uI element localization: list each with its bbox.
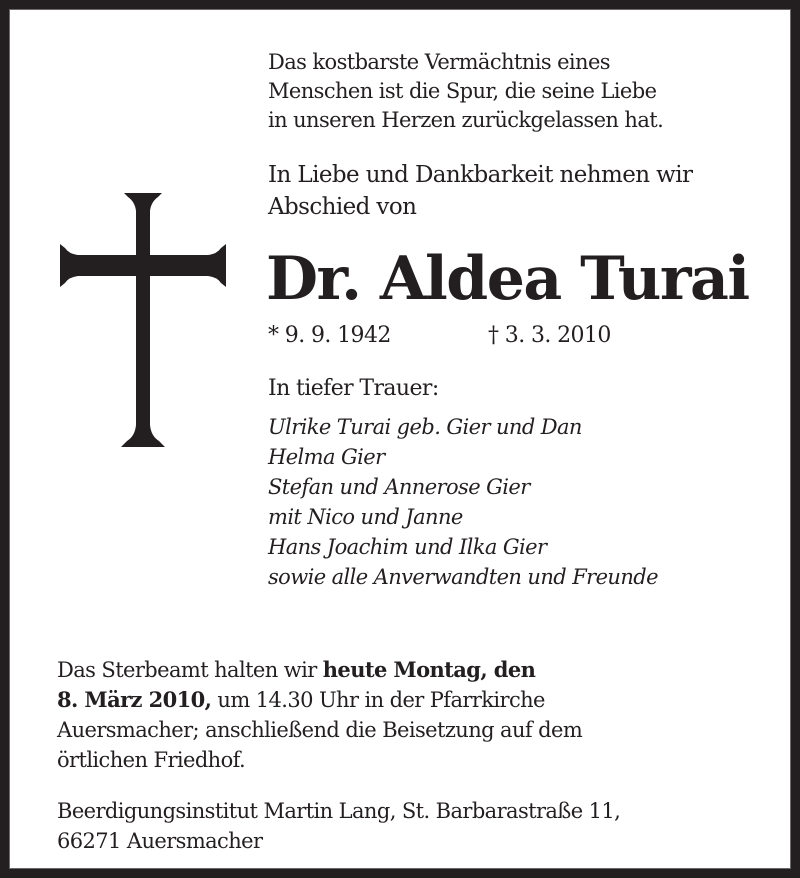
obituary-notice: [9, 9, 791, 869]
service-date-emphasis: heute Montag, den: [322, 657, 536, 682]
address-line: Beerdigungsinstitut Martin Lang, St. Barbarastraße 11,: [57, 799, 621, 823]
mourner-entry: Stefan und Annerose Gier: [268, 475, 530, 499]
farewell-line: Abschied von: [268, 194, 417, 220]
quote-line: in unseren Herzen zurückgelassen hat.: [268, 108, 664, 132]
mourners-list: [268, 412, 658, 592]
death-date: † 3. 3. 2010: [488, 323, 611, 348]
service-line: [57, 655, 582, 685]
deceased-name: Dr. Aldea Turai: [266, 244, 749, 314]
mourner-entry: sowie alle Anverwandten und Freunde: [268, 565, 658, 589]
memorial-quote: [268, 48, 663, 135]
service-text: Das Sterbeamt halten wir: [57, 658, 323, 682]
mourner-entry: Hans Joachim und Ilka Gier: [268, 535, 547, 559]
cross-icon: [58, 193, 228, 447]
farewell-line: In Liebe und Dankbarkeit nehmen wir: [268, 162, 693, 188]
service-line: Auersmacher; anschließend die Beisetzung auf dem: [57, 718, 583, 742]
quote-line: Das kostbarste Vermächtnis eines: [268, 50, 610, 74]
service-line: [57, 685, 582, 715]
birth-date: * 9. 9. 1942: [268, 323, 391, 348]
mourner-entry: Ulrike Turai geb. Gier und Dan: [268, 415, 582, 439]
address-line: 66271 Auersmacher: [57, 829, 263, 853]
service-line: örtlichen Friedhof.: [57, 748, 246, 772]
life-dates: [268, 322, 611, 350]
service-text: um 14.30 Uhr in der Pfarrkirche: [211, 688, 545, 712]
mourning-heading: In tiefer Trauer:: [268, 376, 439, 401]
service-date-emphasis: 8. März 2010,: [57, 687, 212, 712]
mourner-entry: mit Nico und Janne: [268, 505, 463, 529]
service-announcement: [57, 655, 582, 775]
funeral-home-address: [57, 796, 620, 856]
quote-line: Menschen ist die Spur, die seine Liebe: [268, 79, 657, 103]
mourner-entry: Helma Gier: [268, 445, 385, 469]
farewell-text: [268, 159, 692, 223]
